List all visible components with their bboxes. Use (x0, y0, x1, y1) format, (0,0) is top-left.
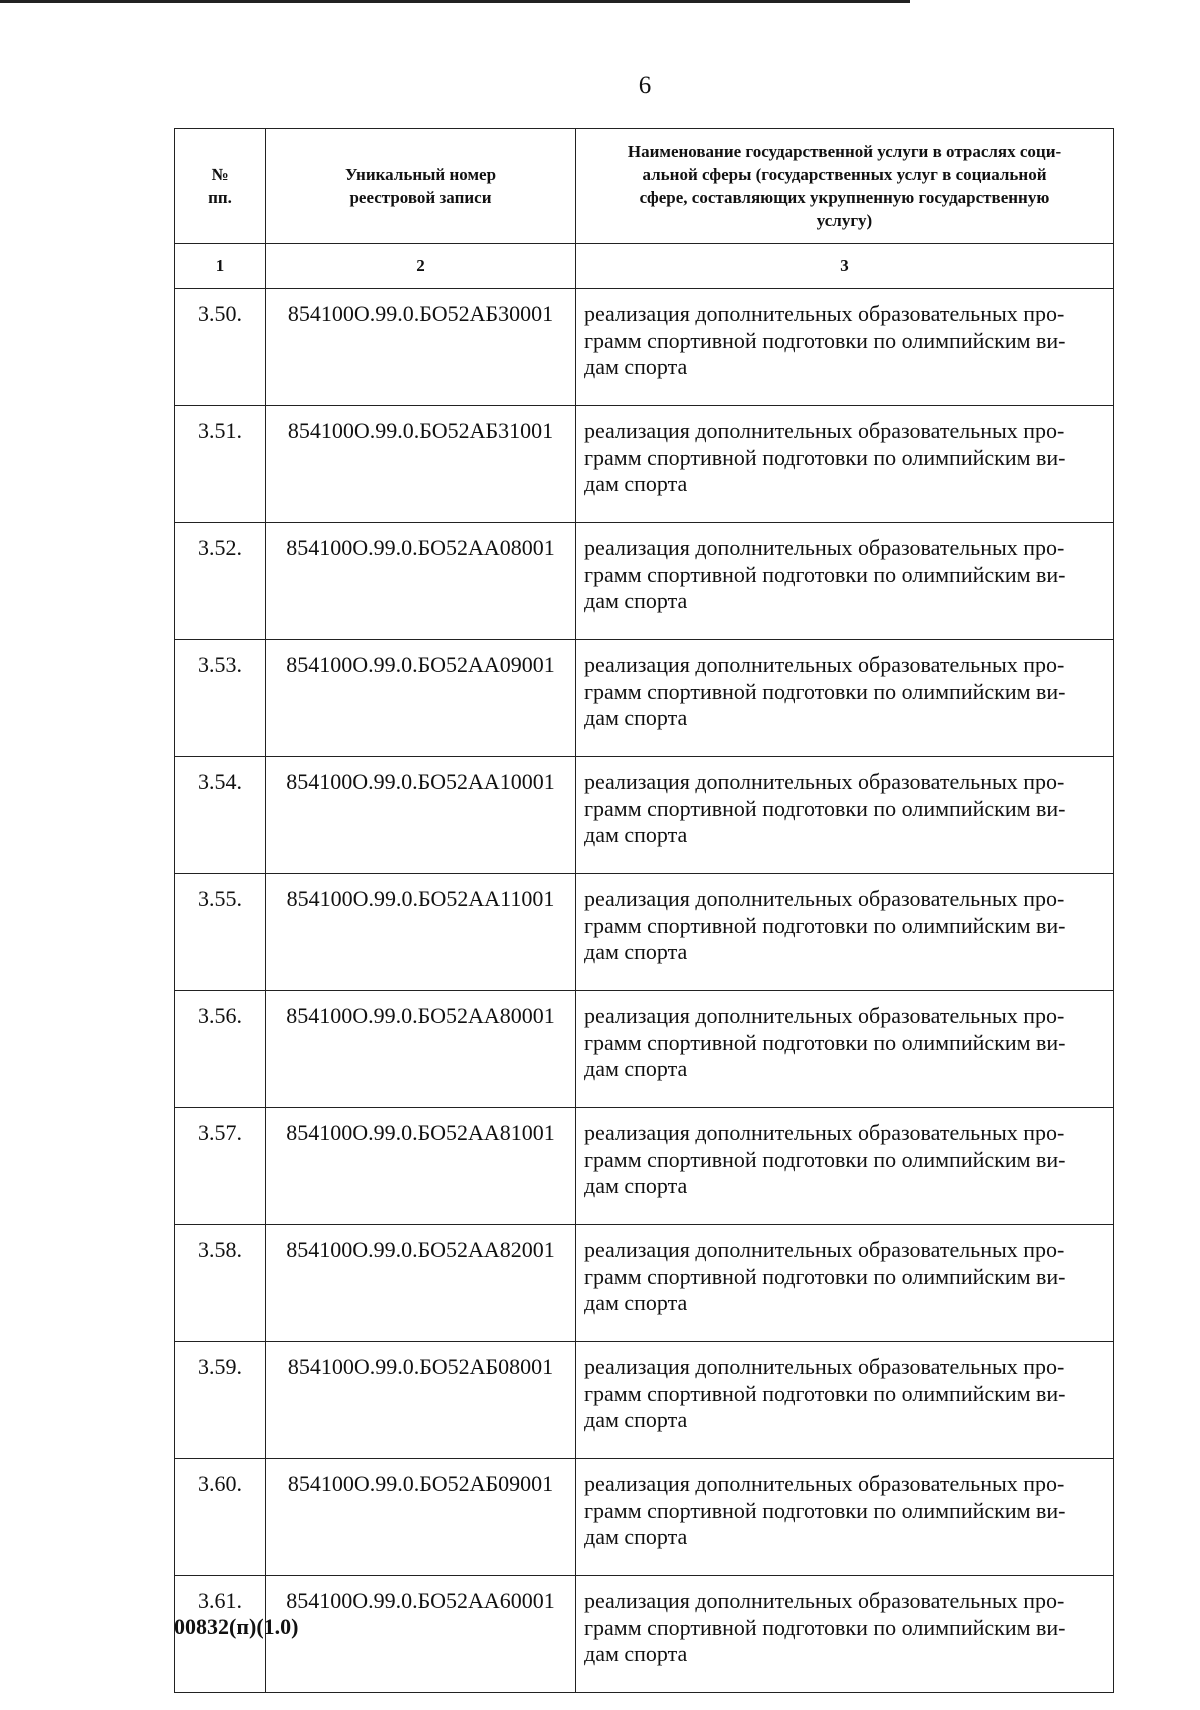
header-number: № пп. (175, 129, 266, 244)
table-body (175, 289, 1114, 1693)
column-number: 2 (266, 244, 576, 289)
column-number: 1 (175, 244, 266, 289)
table-row (175, 523, 1114, 640)
service-name: реализация дополнительных образовательных про- грамм спортивной подготовки по олимпийским ви- дам спорта (576, 289, 1114, 406)
registry-code: 854100О.99.0.БО52АБ31001 (266, 406, 576, 523)
service-name: реализация дополнительных образовательных про- грамм спортивной подготовки по олимпийским ви- дам спорта (576, 640, 1114, 757)
registry-code: 854100О.99.0.БО52АА09001 (266, 640, 576, 757)
table-row (175, 406, 1114, 523)
row-number: 3.52. (175, 523, 266, 640)
document-code: 00832(п)(1.0) (174, 1614, 299, 1639)
service-name: реализация дополнительных образовательных про- грамм спортивной подготовки по олимпийским ви- дам спорта (576, 1342, 1114, 1459)
table-row (175, 1576, 1114, 1693)
table-row (175, 874, 1114, 991)
registry-code: 854100О.99.0.БО52АБ30001 (266, 289, 576, 406)
header-registry-code: Уникальный номер реестровой записи (266, 129, 576, 244)
row-number: 3.54. (175, 757, 266, 874)
row-number: 3.51. (175, 406, 266, 523)
header-service-name: Наименование государственной услуги в отраслях соци- альной сферы (государственных услуг в социальной сфере, составляющих укрупненную государственную услугу) (576, 129, 1114, 244)
registry-code: 854100О.99.0.БО52АА11001 (266, 874, 576, 991)
row-number: 3.59. (175, 1342, 266, 1459)
service-name: реализация дополнительных образовательных про- грамм спортивной подготовки по олимпийским ви- дам спорта (576, 991, 1114, 1108)
registry-code: 854100О.99.0.БО52АА82001 (266, 1225, 576, 1342)
service-name: реализация дополнительных образовательных про- грамм спортивной подготовки по олимпийским ви- дам спорта (576, 757, 1114, 874)
service-name: реализация дополнительных образовательных про- грамм спортивной подготовки по олимпийским ви- дам спорта (576, 1108, 1114, 1225)
row-number: 3.56. (175, 991, 266, 1108)
service-name: реализация дополнительных образовательных про- грамм спортивной подготовки по олимпийским ви- дам спорта (576, 1576, 1114, 1693)
registry-code: 854100О.99.0.БО52АБ09001 (266, 1459, 576, 1576)
header-row (175, 129, 1114, 244)
page-number: 6 (638, 72, 652, 99)
table-row (175, 1108, 1114, 1225)
row-number: 3.55. (175, 874, 266, 991)
registry-code: 854100О.99.0.БО52АА08001 (266, 523, 576, 640)
row-number: 3.60. (175, 1459, 266, 1576)
table-row (175, 640, 1114, 757)
top-border-rule (0, 0, 910, 3)
row-number: 3.58. (175, 1225, 266, 1342)
registry-code: 854100О.99.0.БО52АА60001 (266, 1576, 576, 1693)
table-row (175, 757, 1114, 874)
service-name: реализация дополнительных образовательных про- грамм спортивной подготовки по олимпийским ви- дам спорта (576, 523, 1114, 640)
row-number: 3.53. (175, 640, 266, 757)
column-number: 3 (576, 244, 1114, 289)
table-row (175, 1342, 1114, 1459)
table-row (175, 991, 1114, 1108)
row-number: 3.57. (175, 1108, 266, 1225)
service-name: реализация дополнительных образовательных про- грамм спортивной подготовки по олимпийским ви- дам спорта (576, 874, 1114, 991)
column-number-row (175, 244, 1114, 289)
table-row (175, 289, 1114, 406)
table-row (175, 1225, 1114, 1342)
service-name: реализация дополнительных образовательных про- грамм спортивной подготовки по олимпийским ви- дам спорта (576, 1459, 1114, 1576)
registry-code: 854100О.99.0.БО52АА81001 (266, 1108, 576, 1225)
registry-code: 854100О.99.0.БО52АА10001 (266, 757, 576, 874)
registry-code: 854100О.99.0.БО52АБ08001 (266, 1342, 576, 1459)
registry-code: 854100О.99.0.БО52АА80001 (266, 991, 576, 1108)
service-name: реализация дополнительных образовательных про- грамм спортивной подготовки по олимпийским ви- дам спорта (576, 406, 1114, 523)
service-name: реализация дополнительных образовательных про- грамм спортивной подготовки по олимпийским ви- дам спорта (576, 1225, 1114, 1342)
row-number: 3.61. (175, 1576, 266, 1693)
table-row (175, 1459, 1114, 1576)
registry-table (174, 128, 1114, 1693)
row-number: 3.50. (175, 289, 266, 406)
